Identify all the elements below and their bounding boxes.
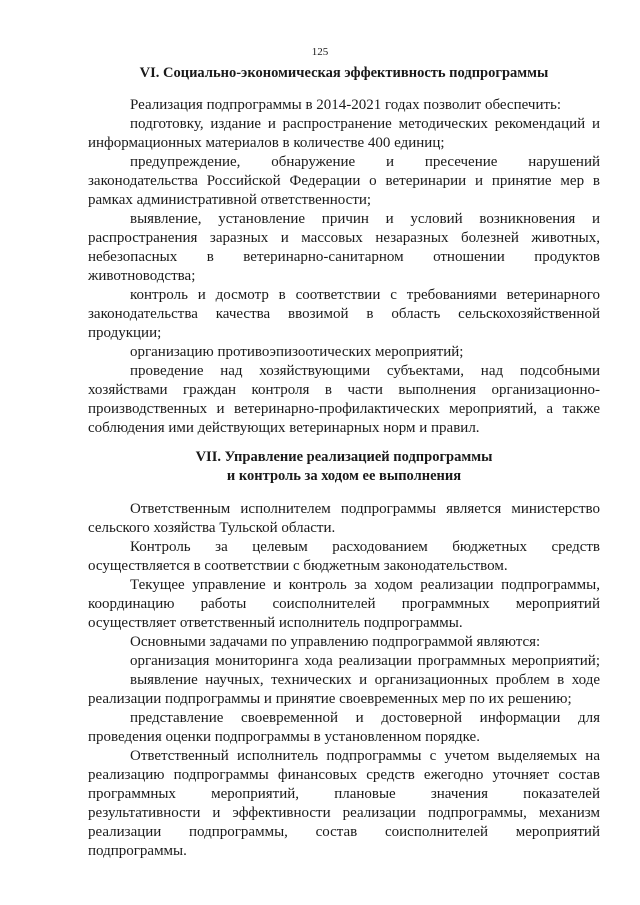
text-line: организация мониторинга хода реализации программных мероприятий;: [130, 653, 600, 669]
text-line: Ответственным исполнителем подпрограммы является министерство: [130, 501, 600, 517]
text-line: Основными задачами по управлению подпрограммой являются:: [130, 634, 541, 650]
text-line: проведение над хозяйствующими субъектами, над подсобными: [130, 363, 600, 379]
text-line: программных мероприятий, плановые значения показателей: [88, 786, 600, 802]
section-7-heading: [88, 448, 600, 486]
text-line: продукции;: [88, 325, 162, 341]
text-line: рамках административной ответственности;: [88, 192, 372, 208]
text-line: хозяйствами граждан контроля в части выполнения организационно-: [88, 382, 600, 398]
text-line: выявление, установление причин и условий возникновения и: [130, 211, 600, 227]
text-line: небезопасных в ветеринарно-санитарном отношении продуктов: [88, 249, 600, 265]
text-line: законодательства Российской Федерации о ветеринарии и принятие мер в: [88, 173, 600, 189]
text-line: информационных материалов в количестве 400 единиц;: [88, 135, 445, 151]
page-number: 125: [311, 46, 329, 58]
text-line: подпрограммы.: [88, 843, 187, 859]
text-line: Контроль за целевым расходованием бюджетных средств: [130, 539, 600, 555]
text-line: животноводства;: [88, 268, 196, 284]
text-line: контроль и досмотр в соответствии с требованиями ветеринарного: [130, 287, 600, 303]
text-line: производственных и ветеринарно-профилактических мероприятий, а также: [88, 401, 600, 417]
text-line: подготовку, издание и распространение методических рекомендаций и: [130, 116, 600, 132]
text-line: реализации подпрограммы, состав соисполнителей мероприятий: [88, 824, 600, 840]
text-line: представление своевременной и достоверной информации для: [130, 710, 600, 726]
text-line: результативности и эффективности реализации подпрограммы, механизм: [88, 805, 600, 821]
text-line: выявление научных, технических и организационных проблем в ходе: [130, 672, 600, 688]
text-line: распространения заразных и массовых незаразных болезней животных,: [88, 230, 600, 246]
text-line: проведения оценки подпрограммы в установленном порядке.: [88, 729, 480, 745]
text-line: координацию работы соисполнителей программных мероприятий: [88, 596, 600, 612]
text-line: реализацию подпрограммы финансовых средств ежегодно уточняет состав: [88, 767, 600, 783]
text-line: Текущее управление и контроль за ходом реализации подпрограммы,: [130, 577, 600, 593]
heading-line: VII. Управление реализацией подпрограммы: [195, 449, 493, 465]
text-line: Ответственный исполнитель подпрограммы с учетом выделяемых на: [130, 748, 600, 764]
text-line: реализации подпрограммы и принятие своевременных мер по их решению;: [88, 691, 572, 707]
heading-line: и контроль за ходом ее выполнения: [226, 468, 462, 484]
text-line: предупреждение, обнаружение и пресечение нарушений: [130, 154, 600, 170]
text-line: законодательства качества ввозимой в область сельскохозяйственной: [88, 306, 600, 322]
text-line: Реализация подпрограммы в 2014-2021 годах позволит обеспечить:: [130, 97, 562, 113]
text-line: соблюдения ими действующих ветеринарных норм и правил.: [88, 420, 480, 436]
text-line: осуществляет ответственный исполнитель подпрограммы.: [88, 615, 463, 631]
text-line: осуществляется в соответствии с бюджетным законодательством.: [88, 558, 508, 574]
section-6-heading: VI. Социально-экономическая эффективность подпрограммы: [139, 65, 549, 81]
text-line: организацию противоэпизоотических мероприятий;: [130, 344, 464, 360]
text-line: сельского хозяйства Тульской области.: [88, 520, 336, 536]
